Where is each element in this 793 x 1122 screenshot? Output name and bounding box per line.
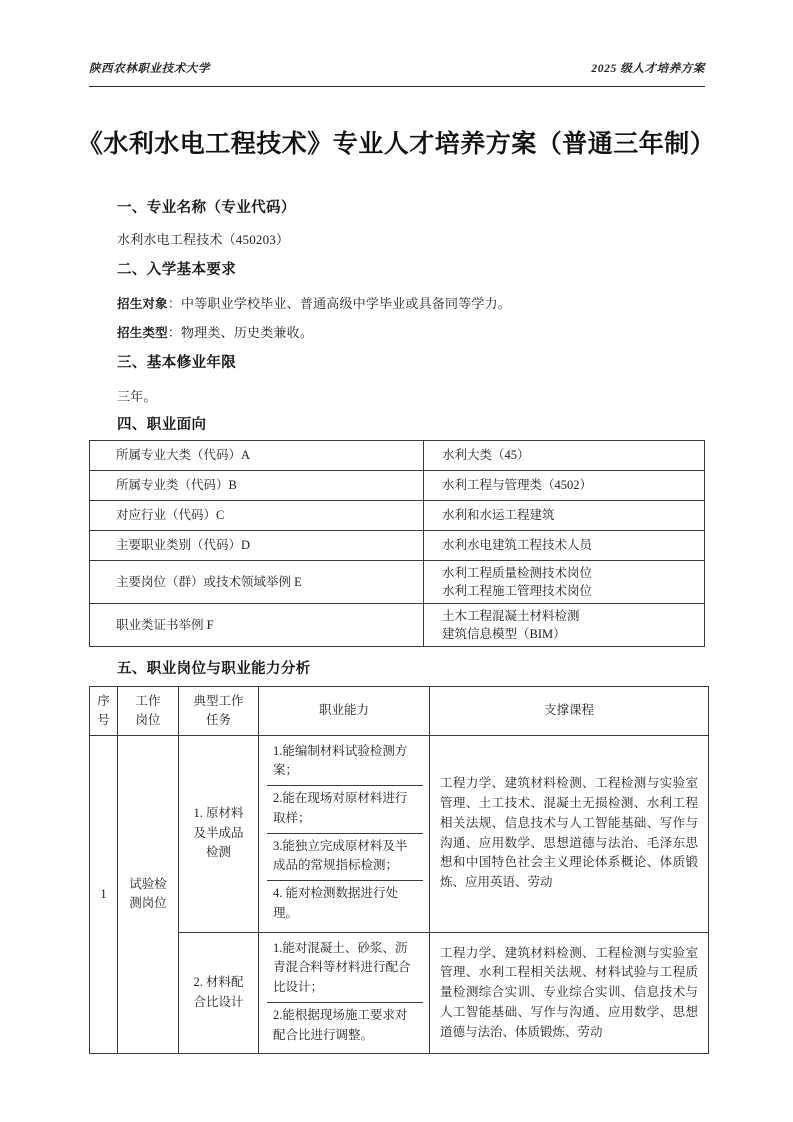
- career-key: 主要职业类别（代码）D: [90, 531, 424, 561]
- running-header: [89, 60, 705, 76]
- section-2-heading-wrap: [117, 258, 236, 279]
- enrollment-type-wrap: [117, 322, 313, 341]
- col-header-line: 工作: [135, 694, 161, 708]
- career-table-body: [90, 441, 705, 647]
- col-header-courses: [430, 687, 709, 736]
- enrollment-type-value: ：物理类、历史类兼收。: [167, 325, 314, 340]
- col-header-seq: [90, 687, 118, 736]
- career-value: [424, 471, 705, 501]
- career-value-line: 建筑信息模型（BIM）: [442, 627, 566, 641]
- section-4-heading-wrap: [117, 413, 206, 434]
- page-title: 《水利水电工程技术》专业人才培养方案（普通三年制）: [77, 131, 716, 158]
- ability-item: [267, 1002, 423, 1049]
- job-ability-table: [89, 686, 709, 1054]
- career-value-line: 水利工程与管理类（4502）: [442, 478, 593, 493]
- section-3-body-wrap: [117, 386, 157, 405]
- career-key: 主要岗位（群）或技术领域举例 E: [90, 561, 424, 604]
- header-plan-year: 2025 级人才培养方案: [591, 63, 705, 75]
- career-value: [424, 604, 705, 647]
- career-value-line: 水利工程施工管理技术岗位: [442, 584, 593, 598]
- row-task: [179, 932, 259, 1054]
- enrollment-type: [117, 322, 313, 341]
- table-row: [90, 471, 705, 501]
- ability-table-head: [90, 687, 709, 736]
- table-row: [90, 531, 705, 561]
- enrollment-target-wrap: [117, 293, 511, 312]
- ability-item-text: 3.能独立完成原材料及半成品的常规指标检测；: [267, 833, 423, 881]
- ability-item: [267, 936, 423, 1003]
- section-1-heading: 一、专业名称（专业代码）: [117, 200, 296, 216]
- section-1-heading-wrap: [117, 196, 296, 217]
- ability-sublist: [267, 936, 423, 1050]
- row-task-line: 检测: [205, 845, 231, 860]
- career-value-line: 水利工程质量检测技术岗位: [442, 565, 593, 580]
- col-header-line: 职业能力: [318, 703, 369, 718]
- career-value: [424, 561, 705, 604]
- section-2-heading: 二、入学基本要求: [117, 262, 237, 278]
- col-header-task: [179, 687, 259, 736]
- section-3-heading-wrap: [117, 351, 236, 372]
- table-row: [90, 604, 705, 647]
- ability-item: [267, 833, 423, 881]
- career-value: [424, 501, 705, 531]
- section-4-heading: 四、职业面向: [117, 417, 207, 433]
- ability-item-text: 4. 能对检测数据进行处理。: [273, 886, 399, 920]
- ability-item: [267, 739, 423, 786]
- row-post-line: 测岗位: [129, 896, 167, 911]
- career-orientation-table: [89, 440, 705, 647]
- col-header-line: 支撑课程: [543, 703, 594, 718]
- header-institution: 陕西农林职业技术大学: [89, 63, 210, 75]
- header-rule: [89, 86, 705, 87]
- row-task: [179, 735, 259, 932]
- row-seq: 1: [90, 735, 118, 1054]
- major-name-code: 水利水电工程技术（450203）: [117, 232, 290, 247]
- col-header-post: [118, 687, 179, 736]
- career-value-line: 水利水电建筑工程技术人员: [442, 538, 593, 553]
- row-courses: 工程力学、建筑材料检测、工程检测与实验室管理、土工技术、混凝土无损检测、水利工程相关法规、信息技术与人工智能基础、写作与沟通、应用数学、思想道德与法治、毛泽东思想和中国特色社会主义理论体系概论、体质锻炼、应用英语、劳动: [430, 735, 709, 932]
- col-header-ability: [259, 687, 430, 736]
- table-row: [90, 501, 705, 531]
- ability-sublist: [267, 739, 423, 928]
- section-1-body-wrap: [117, 229, 289, 248]
- section-5-heading: 五、职业岗位与职业能力分析: [117, 661, 311, 677]
- table-row: [90, 735, 709, 932]
- section-5-heading-wrap: [117, 657, 311, 678]
- table-row: [90, 441, 705, 471]
- career-value-line: 水利和水运工程建筑: [442, 508, 555, 523]
- career-value-line: 水利大类（45）: [442, 448, 530, 463]
- row-task-line: 合比设计: [193, 994, 244, 1009]
- ability-item: [267, 881, 423, 928]
- ability-item-text: 1.能编制材料试验检测方案；: [267, 739, 423, 786]
- row-courses: 工程力学、建筑材料检测、工程检测与实验室管理、水利工程相关法规、材料试验与工程质量检测综合实训、专业综合实训、信息技术与人工智能基础、写作与沟通、应用数学、思想道德与法治、体质锻炼、劳动: [430, 932, 709, 1054]
- row-task-line: 1. 原材料: [193, 805, 244, 820]
- career-value: [424, 441, 705, 471]
- row-task-line: 2. 材料配: [193, 975, 244, 990]
- career-key: 所属专业大类（代码）A: [90, 441, 424, 471]
- career-key: 对应行业（代码）C: [90, 501, 424, 531]
- career-value: [424, 531, 705, 561]
- section-3-heading: 三、基本修业年限: [117, 355, 237, 371]
- row-task-line: 及半成品: [193, 825, 244, 840]
- career-key: 所属专业类（代码）B: [90, 471, 424, 501]
- ability-item-text: 1.能对混凝土、砂浆、沥青混合料等材料进行配合比设计；: [267, 936, 423, 1003]
- row-abilities: [259, 932, 430, 1054]
- col-header-line: 任务: [205, 712, 231, 727]
- enrollment-target-value: ：中等职业学校毕业、普通高级中学毕业或具备同等学力。: [167, 296, 512, 311]
- table-row: [90, 932, 709, 1054]
- row-post-line: 试验检: [129, 876, 167, 891]
- ability-item-text: 2.能根据现场施工要求对配合比进行调整。: [273, 1007, 408, 1042]
- row-post: [118, 735, 179, 1054]
- career-value-line: 土木工程混凝土材料检测: [442, 608, 580, 623]
- ability-item-text: 2.能在现场对原材料进行取样；: [267, 786, 423, 834]
- col-header-line: 序: [97, 694, 110, 708]
- career-key: 职业类证书举例 F: [90, 604, 424, 647]
- table-header-row: [90, 687, 709, 736]
- table-row: [90, 561, 705, 604]
- enrollment-type-label: 招生类型: [117, 325, 168, 340]
- row-abilities: [259, 735, 430, 932]
- enrollment-target: [117, 293, 511, 312]
- col-header-line: 典型工作: [193, 694, 244, 708]
- ability-table-body: [90, 735, 709, 1054]
- col-header-line: 号: [97, 712, 110, 727]
- ability-item: [267, 786, 423, 834]
- enrollment-target-label: 招生对象: [117, 296, 168, 311]
- col-header-line: 岗位: [135, 712, 161, 727]
- study-duration: 三年。: [117, 389, 157, 404]
